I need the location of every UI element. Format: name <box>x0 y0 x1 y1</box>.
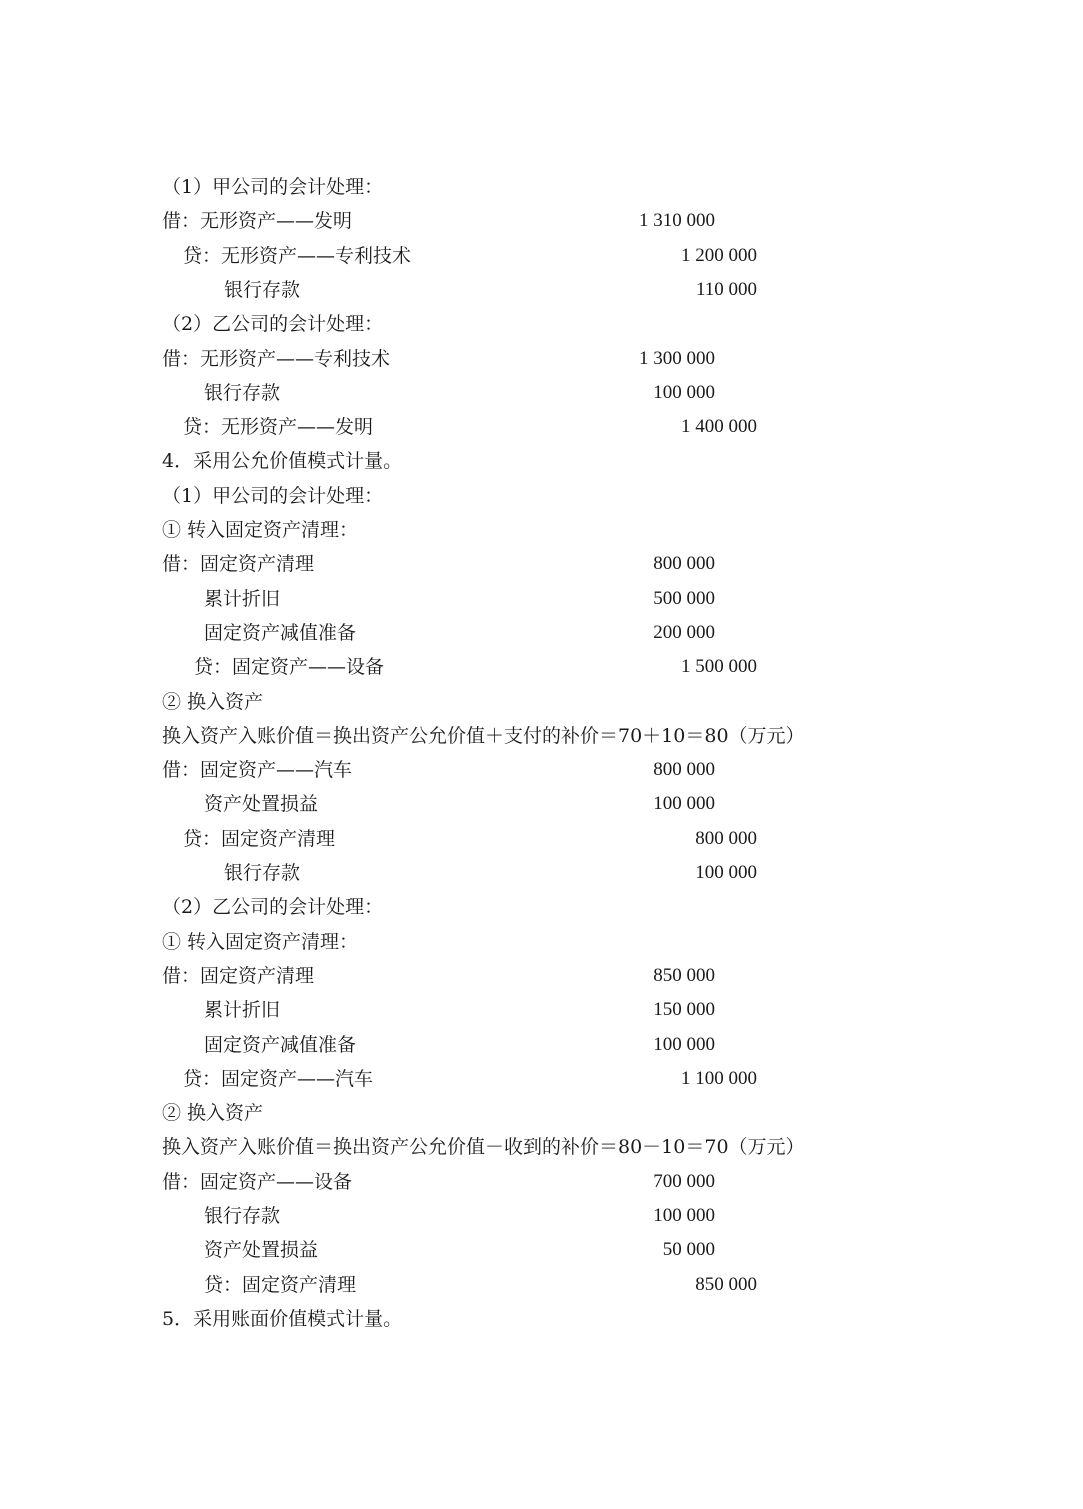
document-line <box>0 342 1083 376</box>
line-text: 贷：无形资产——专利技术 <box>183 244 412 267</box>
line-text: 固定资产减值准备 <box>204 621 357 644</box>
document-line <box>0 650 1083 684</box>
document-line <box>0 376 1083 410</box>
document-line <box>0 239 1083 273</box>
document-line <box>0 513 1083 547</box>
line-text: 换入资产入账价值＝换出资产公允价值－收到的补价＝80－10＝70（万元） <box>162 1136 805 1159</box>
line-text: ② 换入资产 <box>162 690 264 713</box>
line-text: 借：无形资产——专利技术 <box>162 347 391 370</box>
credit-amount: 1 500 000 <box>681 656 757 678</box>
document-line <box>0 993 1083 1027</box>
debit-amount: 800 000 <box>653 759 715 781</box>
document-line <box>0 959 1083 993</box>
document-line <box>0 719 1083 753</box>
line-text: 银行存款 <box>204 1205 281 1227</box>
debit-amount: 800 000 <box>653 553 715 575</box>
document-line <box>0 925 1083 959</box>
document-line <box>0 890 1083 924</box>
line-text: ① 转入固定资产清理： <box>162 930 359 953</box>
document-line <box>0 479 1083 513</box>
document-line <box>0 1268 1083 1302</box>
line-text: 银行存款 <box>204 381 281 404</box>
document-line <box>0 1096 1083 1130</box>
line-text: 资产处置损益 <box>204 1239 319 1262</box>
line-text: 贷：固定资产清理 <box>183 827 336 850</box>
debit-amount: 100 000 <box>653 793 715 815</box>
document-line <box>0 170 1083 204</box>
line-text: （1）甲公司的会计处理： <box>162 484 384 507</box>
document-line <box>0 547 1083 581</box>
document-line <box>0 307 1083 341</box>
line-text: （1）甲公司的会计处理： <box>162 176 384 198</box>
document-line <box>0 1199 1083 1233</box>
line-text: 贷：固定资产清理 <box>204 1273 357 1296</box>
document-line <box>0 582 1083 616</box>
document-line <box>0 1302 1083 1336</box>
debit-amount: 100 000 <box>653 381 715 403</box>
line-text: ② 换入资产 <box>162 1102 264 1125</box>
debit-amount: 50 000 <box>662 1239 715 1261</box>
line-text: 借：无形资产——发明 <box>162 210 353 233</box>
document-line <box>0 856 1083 890</box>
line-text: （2）乙公司的会计处理： <box>162 313 384 336</box>
debit-amount: 1 310 000 <box>639 210 715 232</box>
document-line <box>0 204 1083 238</box>
document-line <box>0 1233 1083 1267</box>
debit-amount: 700 000 <box>653 1170 715 1192</box>
line-text: 资产处置损益 <box>204 793 319 816</box>
debit-amount: 100 000 <box>653 1205 715 1226</box>
debit-amount: 150 000 <box>653 999 715 1021</box>
document-line <box>0 787 1083 821</box>
line-text: 借：固定资产——设备 <box>162 1170 353 1193</box>
document-line <box>0 1130 1083 1164</box>
debit-amount: 100 000 <box>653 1033 715 1055</box>
debit-amount: 850 000 <box>653 964 715 986</box>
document-line <box>0 444 1083 478</box>
line-text: （2）乙公司的会计处理： <box>162 896 384 919</box>
line-text: 4．采用公允价值模式计量。 <box>162 450 403 473</box>
document-line <box>0 1165 1083 1199</box>
line-text: 贷：固定资产——汽车 <box>183 1067 374 1090</box>
line-text: 换入资产入账价值＝换出资产公允价值＋支付的补价＝70＋10＝80（万元） <box>162 724 805 747</box>
line-text: 5．采用账面价值模式计量。 <box>162 1307 403 1330</box>
line-text: 借：固定资产——汽车 <box>162 759 353 782</box>
credit-amount: 1 200 000 <box>681 244 757 266</box>
debit-amount: 500 000 <box>653 587 715 609</box>
credit-amount: 1 400 000 <box>681 416 757 438</box>
line-text: ① 转入固定资产清理： <box>162 519 359 541</box>
line-text: 借：固定资产清理 <box>162 964 315 987</box>
credit-amount: 110 000 <box>695 278 757 300</box>
line-text: 固定资产减值准备 <box>204 1033 357 1056</box>
line-text: 累计折旧 <box>204 999 281 1022</box>
document-line <box>0 1062 1083 1096</box>
credit-amount: 850 000 <box>695 1273 757 1295</box>
credit-amount: 800 000 <box>695 827 757 849</box>
document-line <box>0 753 1083 787</box>
document-line <box>0 1028 1083 1062</box>
document-line <box>0 410 1083 444</box>
document-line <box>0 616 1083 650</box>
document-line <box>0 685 1083 719</box>
debit-amount: 1 300 000 <box>639 347 715 369</box>
debit-amount: 200 000 <box>653 621 715 643</box>
credit-amount: 1 100 000 <box>681 1067 757 1089</box>
line-text: 贷：固定资产——设备 <box>194 656 385 679</box>
line-text: 贷：无形资产——发明 <box>183 416 374 439</box>
document-line <box>0 822 1083 856</box>
line-text: 借：固定资产清理 <box>162 553 315 576</box>
line-text: 累计折旧 <box>204 587 281 610</box>
credit-amount: 100 000 <box>695 862 757 883</box>
line-text: 银行存款 <box>224 278 301 301</box>
line-text: 银行存款 <box>224 862 301 884</box>
document-line <box>0 273 1083 307</box>
